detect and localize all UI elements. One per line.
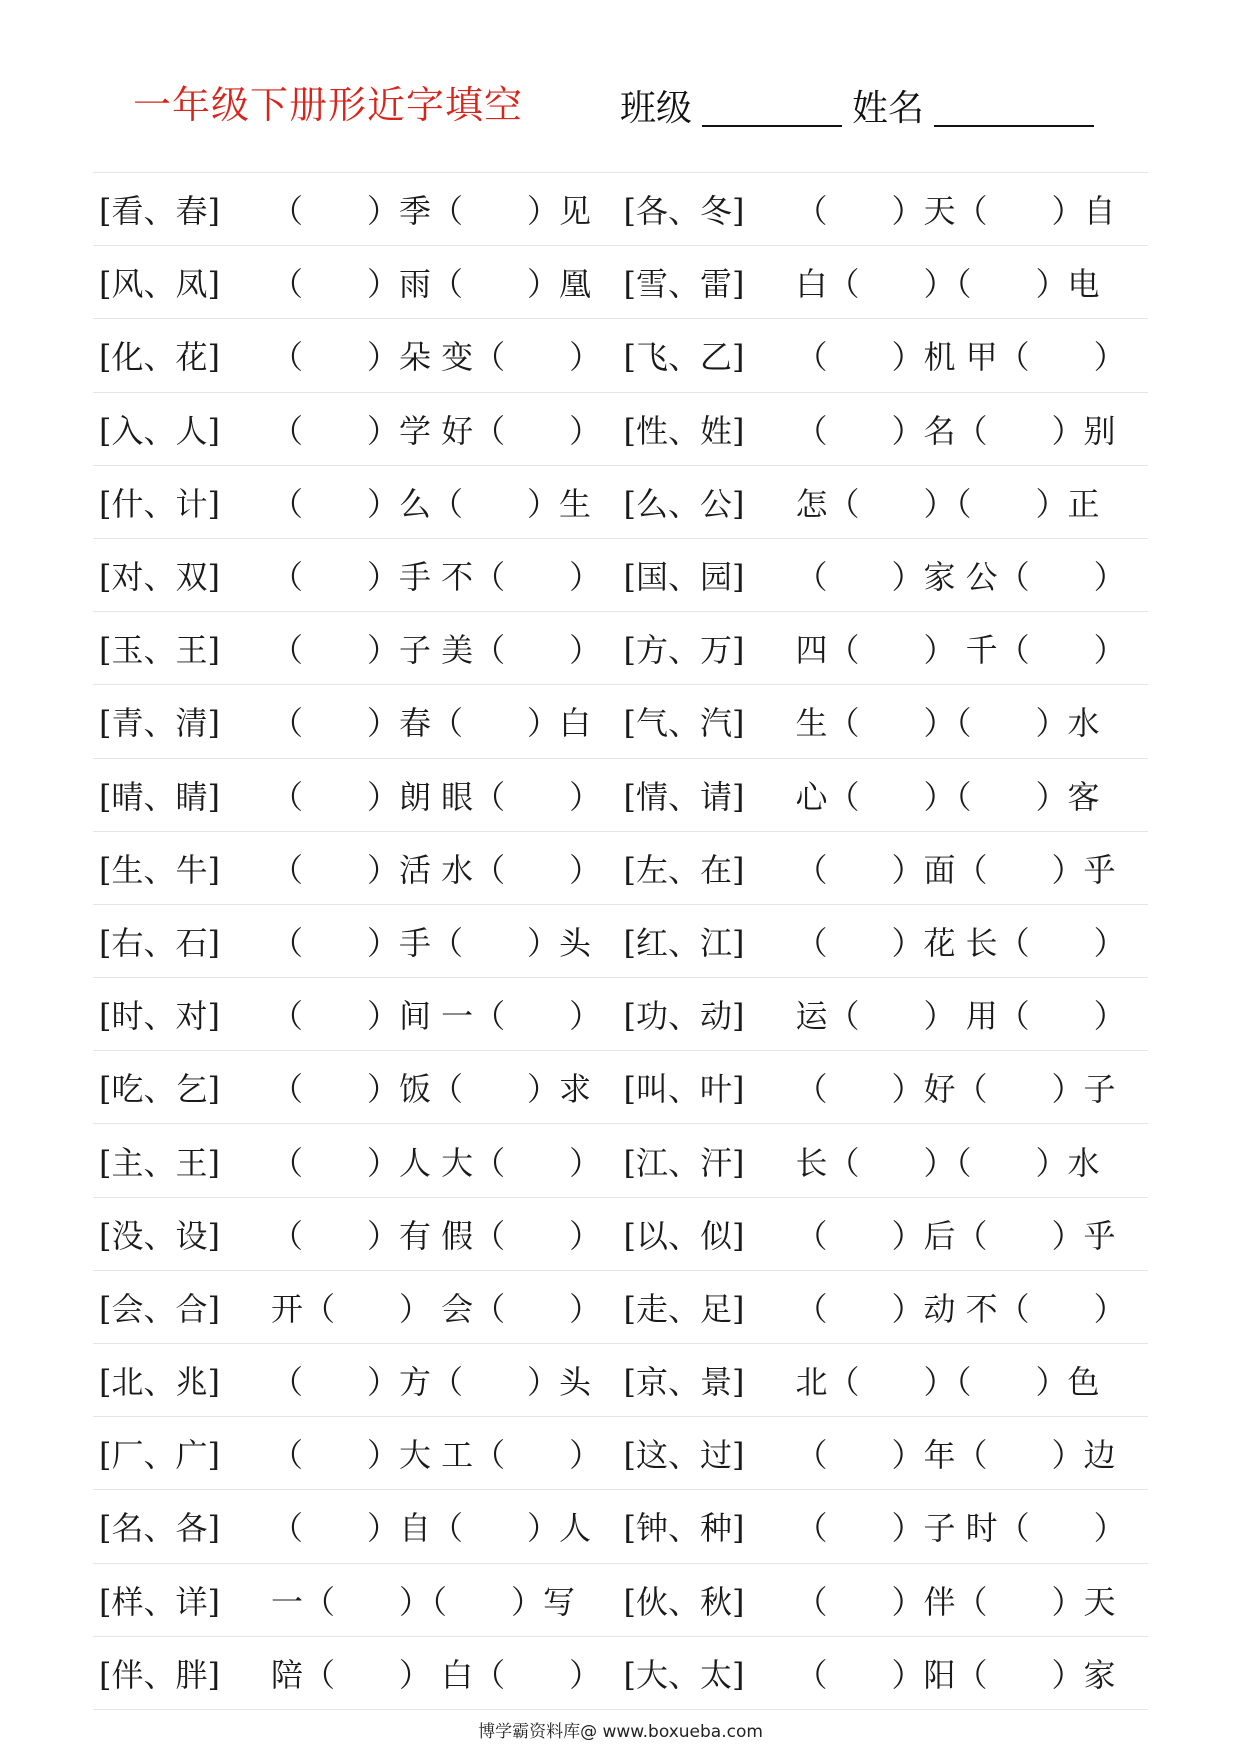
character-pair: [北、兆] — [99, 1363, 220, 1402]
exercise-item[interactable] — [93, 991, 624, 1037]
character-pair: [厂、广] — [99, 1436, 220, 1475]
character-pair: [名、各] — [99, 1509, 220, 1548]
character-pair: [京、景] — [623, 1363, 745, 1402]
character-pair: [样、详] — [99, 1582, 220, 1621]
fill-in-blanks[interactable]: （ ）手 不（ ） — [271, 558, 602, 597]
exercise-item[interactable] — [93, 625, 624, 671]
character-pair: [入、人] — [99, 411, 220, 450]
exercise-item[interactable] — [624, 1064, 1149, 1110]
fill-in-blanks[interactable]: 心（ ）（ ）客 — [795, 777, 1100, 816]
fill-in-blanks[interactable]: （ ）名（ ）别 — [795, 411, 1116, 450]
fill-in-blanks[interactable]: （ ）年（ ）边 — [795, 1436, 1116, 1475]
character-pair: [风、凤] — [99, 265, 220, 304]
character-pair: [生、牛] — [99, 850, 220, 889]
exercise-item[interactable] — [624, 918, 1149, 964]
fill-in-blanks[interactable]: 怎（ ）（ ）正 — [795, 484, 1100, 523]
character-pair: [玉、王] — [99, 631, 220, 670]
character-pair: [主、王] — [99, 1143, 220, 1182]
exercise-item[interactable] — [624, 186, 1149, 232]
exercise-item[interactable] — [93, 1138, 624, 1184]
name-label: 姓名 — [852, 88, 925, 129]
exercise-row — [93, 1344, 1148, 1417]
class-field[interactable] — [702, 89, 842, 127]
exercise-item[interactable] — [624, 1284, 1149, 1330]
character-pair: [红、江] — [623, 923, 745, 962]
exercise-row — [93, 539, 1148, 612]
exercise-row — [93, 1198, 1148, 1271]
exercise-item[interactable] — [93, 1503, 624, 1549]
fill-in-blanks[interactable]: 一（ ）（ ）写 — [271, 1582, 576, 1621]
character-pair: [大、太] — [623, 1655, 745, 1694]
fill-in-blanks[interactable]: （ ）花 长（ ） — [795, 923, 1126, 962]
exercise-item[interactable] — [93, 332, 624, 378]
page-title: 一年级下册形近字填空 — [133, 83, 524, 127]
class-label: 班级 — [620, 88, 693, 129]
exercise-item[interactable] — [624, 332, 1149, 378]
exercise-item[interactable] — [624, 1503, 1149, 1549]
exercise-row — [93, 685, 1148, 758]
character-pair: [性、姓] — [623, 411, 745, 450]
exercise-row — [93, 1051, 1148, 1124]
fill-in-blanks[interactable]: （ ）伴（ ）天 — [795, 1582, 1116, 1621]
fill-in-blanks[interactable]: 开（ ） 会（ ） — [271, 1289, 602, 1328]
fill-in-blanks[interactable]: 生（ ）（ ）水 — [795, 704, 1100, 743]
exercise-row — [93, 1417, 1148, 1490]
character-pair: [叫、叶] — [623, 1070, 745, 1109]
exercise-item[interactable] — [93, 698, 624, 744]
exercise-row — [93, 1124, 1148, 1197]
fill-in-blanks[interactable]: 白（ ）（ ）电 — [795, 265, 1100, 304]
fill-in-blanks[interactable]: （ ）饭（ ）求 — [271, 1070, 592, 1109]
exercise-item[interactable] — [93, 259, 624, 305]
character-pair: [伙、秋] — [623, 1582, 745, 1621]
exercise-row — [93, 246, 1148, 319]
character-pair: [走、足] — [623, 1289, 745, 1328]
fill-in-blanks[interactable]: （ ）间 一（ ） — [271, 997, 602, 1036]
character-pair: [晴、睛] — [99, 777, 220, 816]
fill-in-blanks[interactable]: （ ）阳（ ）家 — [795, 1655, 1116, 1694]
exercise-row — [93, 393, 1148, 466]
exercise-row — [93, 319, 1148, 392]
exercise-item[interactable] — [624, 1211, 1149, 1257]
fill-in-blanks[interactable]: （ ）机 甲（ ） — [795, 338, 1126, 377]
fill-in-blanks[interactable]: （ ）大 工（ ） — [271, 1436, 602, 1475]
exercise-item[interactable] — [624, 698, 1149, 744]
character-pair: [以、似] — [623, 1216, 745, 1255]
character-pair: [对、双] — [99, 558, 220, 597]
exercise-row — [93, 978, 1148, 1051]
exercise-item[interactable] — [93, 1357, 624, 1403]
fill-in-blanks[interactable]: （ ）么（ ）生 — [271, 484, 592, 523]
fill-in-blanks[interactable]: （ ）家 公（ ） — [795, 558, 1126, 597]
exercise-sheet — [93, 172, 1148, 1710]
name-field[interactable] — [934, 89, 1094, 127]
character-pair: [化、花] — [99, 338, 220, 377]
exercise-item[interactable] — [93, 479, 624, 525]
fill-in-blanks[interactable]: （ ）子 美（ ） — [271, 631, 602, 670]
character-pair: [钟、种] — [623, 1509, 745, 1548]
exercise-item[interactable] — [624, 552, 1149, 598]
exercise-row — [93, 905, 1148, 978]
exercise-item[interactable] — [93, 1284, 624, 1330]
exercise-item[interactable] — [624, 845, 1149, 891]
exercise-row — [93, 466, 1148, 539]
character-pair: [青、清] — [99, 704, 220, 743]
character-pair: [吃、乞] — [99, 1070, 220, 1109]
character-pair: [飞、乙] — [623, 338, 745, 377]
exercise-item[interactable] — [93, 845, 624, 891]
exercise-row — [93, 173, 1148, 246]
exercise-item[interactable] — [624, 259, 1149, 305]
exercise-row — [93, 1490, 1148, 1563]
fill-in-blanks[interactable]: （ ）朗 眼（ ） — [271, 777, 602, 816]
character-pair: [气、汽] — [623, 704, 745, 743]
character-pair: [国、园] — [623, 558, 745, 597]
exercise-item[interactable] — [624, 991, 1149, 1037]
character-pair: [这、过] — [623, 1436, 745, 1475]
exercise-item[interactable] — [624, 406, 1149, 452]
fill-in-blanks[interactable]: 长（ ）（ ）水 — [795, 1143, 1100, 1182]
exercise-row — [93, 612, 1148, 685]
fill-in-blanks[interactable]: （ ）活 水（ ） — [271, 850, 602, 889]
fill-in-blanks[interactable]: 陪（ ） 白（ ） — [271, 1655, 602, 1694]
exercise-item[interactable] — [93, 1430, 624, 1476]
exercise-row — [93, 1637, 1148, 1710]
fill-in-blanks[interactable]: （ ）后（ ）乎 — [795, 1216, 1116, 1255]
exercise-row — [93, 1564, 1148, 1637]
exercise-item[interactable] — [624, 1577, 1149, 1623]
fill-in-blanks[interactable]: （ ）动 不（ ） — [795, 1289, 1126, 1328]
fill-in-blanks[interactable]: 运（ ） 用（ ） — [795, 997, 1126, 1036]
character-pair: [右、石] — [99, 923, 220, 962]
fill-in-blanks[interactable]: （ ）自（ ）人 — [271, 1509, 592, 1548]
exercise-item[interactable] — [93, 406, 624, 452]
fill-in-blanks[interactable]: （ ）子 时（ ） — [795, 1509, 1126, 1548]
character-pair: [看、春] — [99, 192, 220, 231]
fill-in-blanks[interactable]: （ ）季（ ）见 — [271, 192, 592, 231]
character-pair: [雪、雷] — [623, 265, 745, 304]
exercise-item[interactable] — [93, 1577, 624, 1623]
exercise-item[interactable] — [624, 479, 1149, 525]
fill-in-blanks[interactable]: （ ）学 好（ ） — [271, 411, 602, 450]
fill-in-blanks[interactable]: （ ）天（ ）自 — [795, 192, 1116, 231]
character-pair: [情、请] — [623, 777, 745, 816]
fill-in-blanks[interactable]: （ ）朵 变（ ） — [271, 338, 602, 377]
character-pair: [方、万] — [623, 631, 745, 670]
exercise-item[interactable] — [624, 1138, 1149, 1184]
exercise-item[interactable] — [93, 918, 624, 964]
exercise-item[interactable] — [624, 1357, 1149, 1403]
character-pair: [什、计] — [99, 484, 220, 523]
fill-in-blanks[interactable]: 北（ ）（ ）色 — [795, 1363, 1100, 1402]
fill-in-blanks[interactable]: （ ）好（ ）子 — [795, 1070, 1116, 1109]
fill-in-blanks[interactable]: （ ）春（ ）白 — [271, 704, 592, 743]
character-pair: [没、设] — [99, 1216, 220, 1255]
fill-in-blanks[interactable]: （ ）面（ ）乎 — [795, 850, 1116, 889]
character-pair: [么、公] — [623, 484, 745, 523]
exercise-item[interactable] — [624, 1650, 1149, 1696]
exercise-item[interactable] — [93, 772, 624, 818]
exercise-item[interactable] — [93, 186, 624, 232]
character-pair: [左、在] — [623, 850, 745, 889]
exercise-item[interactable] — [93, 1650, 624, 1696]
exercise-row — [93, 832, 1148, 905]
character-pair: [伴、胖] — [99, 1655, 220, 1694]
fill-in-blanks[interactable]: （ ）有 假（ ） — [271, 1216, 602, 1255]
footer-watermark: 博学霸资料库@ www.boxueba.com — [478, 1722, 763, 1742]
exercise-item[interactable] — [624, 1430, 1149, 1476]
character-pair: [各、冬] — [623, 192, 745, 231]
exercise-item[interactable] — [93, 552, 624, 598]
character-pair: [会、合] — [99, 1289, 220, 1328]
character-pair: [江、汗] — [623, 1143, 745, 1182]
character-pair: [时、对] — [99, 997, 220, 1036]
exercise-item[interactable] — [624, 772, 1149, 818]
exercise-row — [93, 759, 1148, 832]
exercise-item[interactable] — [93, 1211, 624, 1257]
fill-in-blanks[interactable]: （ ）手（ ）头 — [271, 923, 592, 962]
fill-in-blanks[interactable]: （ ）雨（ ）凰 — [271, 265, 592, 304]
character-pair: [功、动] — [623, 997, 745, 1036]
fill-in-blanks[interactable]: （ ）人 大（ ） — [271, 1143, 602, 1182]
fill-in-blanks[interactable]: 四（ ） 千（ ） — [795, 631, 1126, 670]
fill-in-blanks[interactable]: （ ）方（ ）头 — [271, 1363, 592, 1402]
exercise-item[interactable] — [93, 1064, 624, 1110]
exercise-row — [93, 1271, 1148, 1344]
exercise-item[interactable] — [624, 625, 1149, 671]
student-info — [620, 80, 1094, 131]
